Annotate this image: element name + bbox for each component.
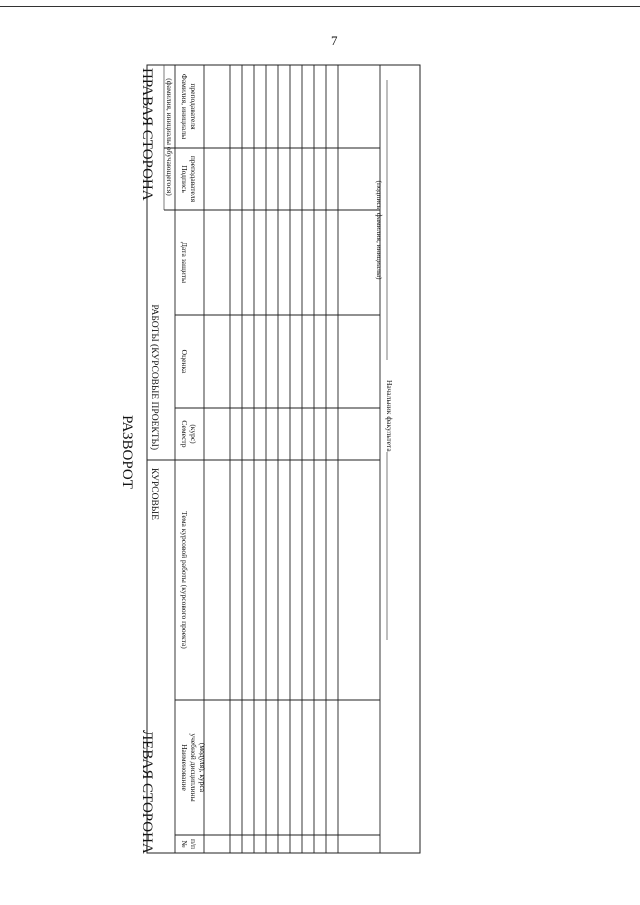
column-header-defense_date: Дата защиты xyxy=(180,241,189,284)
column-header-grade: Оценка xyxy=(180,349,189,374)
left-side-heading: ЛЕВАЯ СТОРОНА xyxy=(139,730,155,854)
column-header-semester: (курс) xyxy=(189,424,198,444)
column-header-discipline: (модуля), курса xyxy=(198,742,207,793)
column-header-teacher_name: Фамилия, инициалы xyxy=(180,73,189,140)
column-header-discipline: учебной дисциплины xyxy=(189,733,198,802)
table-footer xyxy=(375,80,394,640)
table-header xyxy=(147,65,380,853)
page-number: 7 xyxy=(331,33,338,48)
right-side-heading: ПРАВАЯ СТОРОНА xyxy=(139,68,155,201)
spread-heading: РАЗВОРОТ xyxy=(119,415,135,489)
column-header-teacher_signature: Подпись xyxy=(180,165,189,193)
column-header-teacher_signature: преподавателя xyxy=(189,155,198,203)
student-caption: (фамилия, инициалы обучающегося) xyxy=(165,78,174,196)
column-header-semester: Семестр xyxy=(180,420,189,448)
column-header-no: № xyxy=(180,840,189,848)
column-header-topic: Тема курсовой работы (курсового проекта) xyxy=(180,511,189,649)
signature-caption: (подпись, фамилия, инициалы) xyxy=(375,180,384,280)
table-body xyxy=(230,65,338,853)
column-header-teacher_name: преподавателя xyxy=(189,83,198,130)
column-header-discipline: Наименование xyxy=(180,744,189,791)
column-header-no: п/п xyxy=(189,838,198,850)
table-title-left: КУРСОВЫЕ xyxy=(149,468,159,520)
table-title-right: РАБОТЫ (КУРСОВЫЕ ПРОЕКТЫ) xyxy=(149,304,159,450)
dean-label: Начальник факультета xyxy=(385,380,394,452)
